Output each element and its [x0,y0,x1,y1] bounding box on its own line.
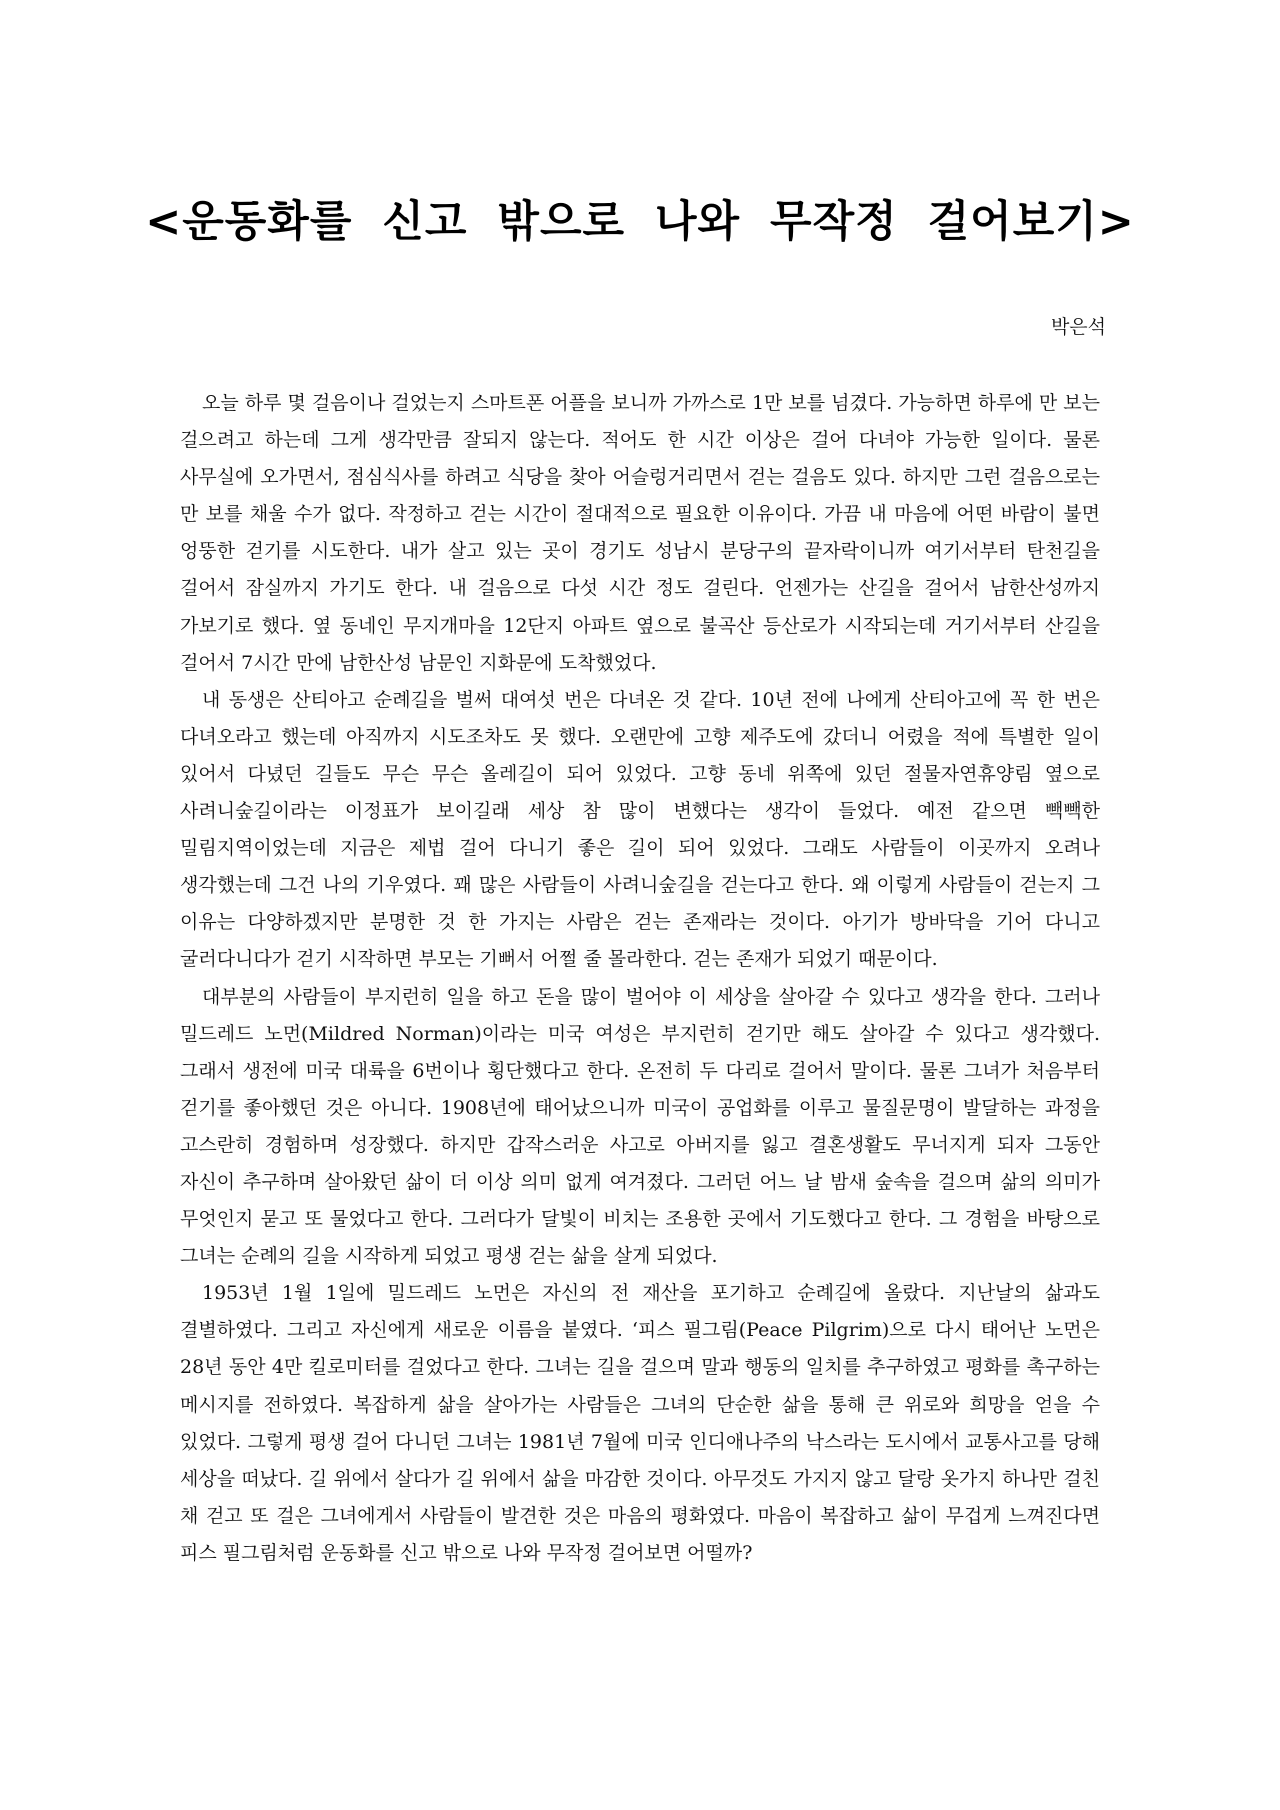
document-body [180,385,1100,1572]
paragraph-2: 내 동생은 산티아고 순례길을 벌써 대여섯 번은 다녀온 것 같다. 10년 전에 나에게 산티아고에 꼭 한 번은 다녀오라고 했는데 아직까지 시도조차도 못 했다. 오랜만에 고향 제주도에 갔더니 어렸을 적에 특별한 일이 있어서 다녔던 길들도 무슨 무슨 올레길이 되어 있었다. 고향 동네 위쪽에 있던 절물자연휴양림 옆으로 사려니숲길이라는 이정표가 보이길래 세상 참 많이 변했다는 생각이 들었다. 예전 같으면 빽빽한 밀림지역이었는데 지금은 제법 걸어 다니기 좋은 길이 되어 있었다. 그래도 사람들이 이곳까지 오려나 생각했는데 그건 나의 기우였다. 꽤 많은 사람들이 사려니숲길을 걷는다고 한다. 왜 이렇게 사람들이 걷는지 그 이유는 다양하겠지만 분명한 것 한 가지는 사람은 걷는 존재라는 것이다. 아기가 방바닥을 기어 다니고 굴러다니다가 걷기 시작하면 부모는 기뻐서 어쩔 줄 몰라한다. 걷는 존재가 되었기 때문이다. [180,688,1100,971]
author-name: 박은석 [1050,316,1106,338]
paragraph-1: 오늘 하루 몇 걸음이나 걸었는지 스마트폰 어플을 보니까 가까스로 1만 보를 넘겼다. 가능하면 하루에 만 보는 걸으려고 하는데 그게 생각만큼 잘되지 않는다. 적어도 한 시간 이상은 걸어 다녀야 가능한 일이다. 물론 사무실에 오가면서, 점심식사를 하려고 식당을 찾아 어슬렁거리면서 걷는 걸음도 있다. 하지만 그런 걸음으로는 만 보를 채울 수가 없다. 작정하고 걷는 시간이 절대적으로 필요한 이유이다. 가끔 내 마음에 어떤 바람이 불면 엉뚱한 걷기를 시도한다. 내가 살고 있는 곳이 경기도 성남시 분당구의 끝자락이니까 여기서부터 탄천길을 걸어서 잠실까지 가기도 한다. 내 걸음으로 다섯 시간 정도 걸린다. 언젠가는 산길을 걸어서 남한산성까지 가보기로 했다. 옆 동네인 무지개마을 12단지 아파트 옆으로 불곡산 등산로가 시작되는데 거기서부터 산길을 걸어서 7시간 만에 남한산성 남문인 지화문에 도착했었다. [180,392,1100,674]
paragraph-3: 대부분의 사람들이 부지런히 일을 하고 돈을 많이 벌어야 이 세상을 살아갈 수 있다고 생각을 한다. 그러나 밀드레드 노먼(Mildred Norman)이라는 미국 여성은 부지런히 걷기만 해도 살아갈 수 있다고 생각했다. 그래서 생전에 미국 대륙을 6번이나 횡단했다고 한다. 온전히 두 다리로 걸어서 말이다. 물론 그녀가 처음부터 걷기를 좋아했던 것은 아니다. 1908년에 태어났으니까 미국이 공업화를 이루고 물질문명이 발달하는 과정을 고스란히 경험하며 성장했다. 하지만 갑작스러운 사고로 아버지를 잃고 결혼생활도 무너지게 되자 그동안 자신이 추구하며 살아왔던 삶이 더 이상 의미 없게 여겨졌다. 그러던 어느 날 밤새 숲속을 걸으며 삶의 의미가 무엇인지 묻고 또 물었다고 한다. 그러다가 달빛이 비치는 조용한 곳에서 기도했다고 한다. 그 경험을 바탕으로 그녀는 순례의 길을 시작하게 되었고 평생 걷는 삶을 살게 되었다. [180,985,1100,1268]
paragraph-4: 1953년 1월 1일에 밀드레드 노먼은 자신의 전 재산을 포기하고 순례길에 올랐다. 지난날의 삶과도 결별하였다. 그리고 자신에게 새로운 이름을 붙였다. ‘피스 필그림(Peace Pilgrim)으로 다시 태어난 노먼은 28년 동안 4만 킬로미터를 걸었다고 한다. 그녀는 길을 걸으며 말과 행동의 일치를 추구하였고 평화를 촉구하는 메시지를 전하였다. 복잡하게 삶을 살아가는 사람들은 그녀의 단순한 삶을 통해 큰 위로와 희망을 얻을 수 있었다. 그렇게 평생 걸어 다니던 그녀는 1981년 7월에 미국 인디애나주의 낙스라는 도시에서 교통사고를 당해 세상을 떠났다. 길 위에서 살다가 길 위에서 삶을 마감한 것이다. 아무것도 가지지 않고 달랑 옷가지 하나만 걸친 채 걷고 또 걸은 그녀에게서 사람들이 발견한 것은 마음의 평화였다. 마음이 복잡하고 삶이 무겁게 느껴진다면 피스 필그림처럼 운동화를 신고 밖으로 나와 무작정 걸어보면 어떨까? [180,1282,1100,1564]
document-title: <운동화를 신고 밖으로 나와 무작정 걸어보기> [145,197,1135,247]
